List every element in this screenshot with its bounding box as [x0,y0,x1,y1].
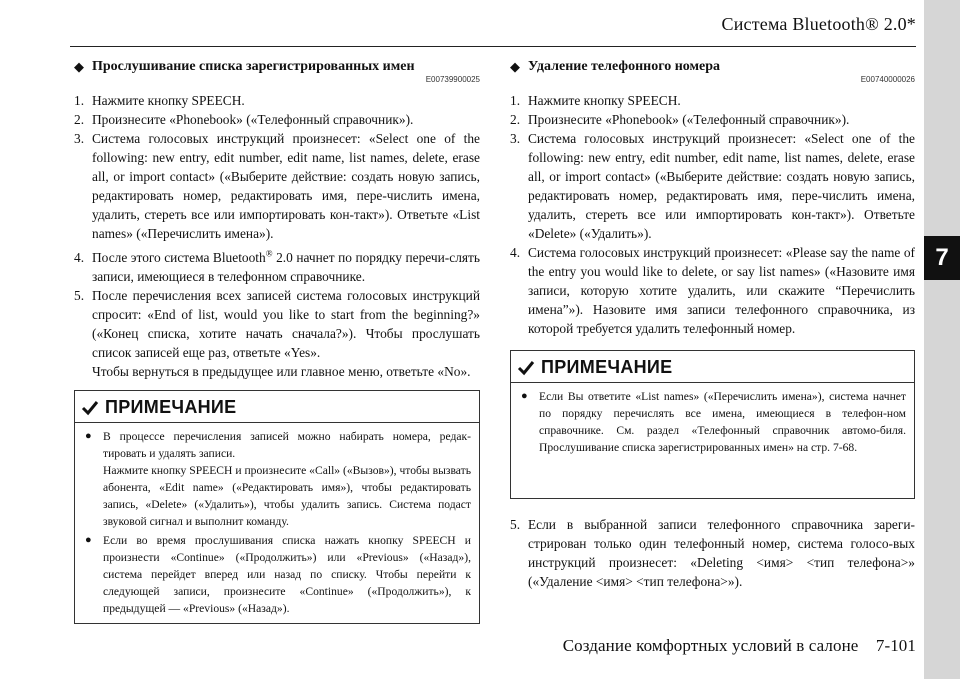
checkmark-icon [81,400,99,416]
step-list [510,91,915,338]
step-continuation: Чтобы вернуться в предыдущее или главное меню, ответьте «No». [92,364,471,379]
note-header [75,391,479,423]
step-number: 4. [74,250,85,265]
step-text-part: После этого система Bluetooth [92,250,266,265]
step-text: Система голосовых инструкций произнесет: «Select one of the following: new entry, edit number, edit name, list names, delete, erase all, or import contact» («Выберите действие: создать новую запись, редактировать номер, редактировать имя, пере-числить имена, удалить, стереть все или импортировать кон-такт»). Ответьте «Delete» («Удалить»). [528,131,915,241]
step-text: После перечисления всех записей система голосовых инструкций спросит: «End of list, would you like to start from the beginning?» («Конец списка, хотите начать сначала?»). Чтобы прослушать список записей еще раз, ответьте «Yes». [92,288,480,360]
section-code: E00740000026 [860,75,915,84]
section-heading [74,58,480,76]
step-number: 1. [74,93,85,108]
step-item [74,91,480,110]
step-number: 5. [510,517,521,532]
step-item [74,248,480,286]
note-bullet-text: Если Вы ответите «List names» («Перечислить имена»), система начнет по порядку перечислять все имена, имеющиеся в телефон-ном справочнике. См. раздел «Телефонный справочник автомо-биля. Прослушивание списка зарегистрированных имен» на стр. 7-68. [539,390,906,454]
note-title: ПРИМЕЧАНИЕ [541,357,673,377]
step-item [510,515,915,591]
note-line: Если во время прослушивания списка нажать кнопку SPEECH и произнести «Continue» («Продолжить») или «Previous» («Назад»), система перейдет вперед или назад по списку. Чтобы перейти к следующей записи, произнесите «Continue» («Продолжить»), к предыдущей — «Previous» («Назад»). [103,534,471,615]
checkmark-icon [517,360,535,376]
chapter-tab: 7 [924,236,960,280]
note-body [75,423,479,623]
step-number: 2. [74,112,85,127]
note-header [511,351,914,383]
step-number: 2. [510,112,521,127]
diamond-icon: ◆ [510,59,520,74]
step-text: Нажмите кнопку SPEECH. [92,93,245,108]
note-bullet-text [103,428,471,530]
right-column [510,58,915,591]
step-item [510,129,915,243]
step-item [74,129,480,243]
step-number: 5. [74,288,85,303]
note-title: ПРИМЕЧАНИЕ [105,397,237,417]
step-item [510,91,915,110]
section-code: E00739900025 [425,75,480,84]
step-number: 3. [74,131,85,146]
note-body [511,383,914,498]
step-number: 3. [510,131,521,146]
step-list [74,91,480,362]
note-box [510,350,915,499]
page-header-title: Система Bluetooth® 2.0* [721,14,916,34]
left-column [74,58,480,624]
side-bar [924,0,960,679]
note-line: В процессе перечисления записей можно набирать номера, редак-тировать и удалять записи. [103,430,471,460]
bullet-icon: ● [521,390,528,402]
bullet-icon: ● [85,430,92,442]
section-heading-text: Прослушивание списка зарегистрированных имен [92,59,415,74]
step-text: Нажмите кнопку SPEECH. [528,93,681,108]
step-text: Система голосовых инструкций произнесет: «Select one of the following: new entry, edit number, edit name, list names, delete, erase all, or import contact» («Выберите действие: создать новую запись, редактировать номер, редактировать имя, пере-числить имена, удалить, стереть все или импортировать кон-такт»). Ответьте «List names» («Перечислить имена»). [92,131,480,241]
registered-mark: ® [265,248,273,259]
step-text [92,248,480,286]
step-text: Система голосовых инструкций произнесет: «Please say the name of the entry you would like to delete, or say list names» («Назовите имя записи, которую хотите удалить, или скажите “Перечислить имена”»). Назовите имя записи телефонного справочника, из которой требуется удалить телефонный номер. [528,245,915,336]
step-item [510,110,915,129]
page-footer: Создание комфортных условий в салоне 7-101 [562,636,916,655]
step-item [74,110,480,129]
note-bullet-text [103,532,471,617]
header-rule [70,46,916,47]
step-number: 1. [510,93,521,108]
step-text-part: 2.0 начнет по порядку перечи-слять записи, имеющиеся в телефонном справочнике. [92,250,480,284]
step-text: Произнесите «Phonebook» («Телефонный справочник»). [528,112,850,127]
step-item [510,243,915,338]
diamond-icon: ◆ [74,59,84,74]
step-text: Если в выбранной записи телефонного справочника зареги-стрирован только один телефонный номер, система голосо-вых инструкций произнесет: «Deleting <имя> <тип телефона>» («Удаление <имя> <тип телефона>»). [528,517,915,589]
note-bullet [83,428,471,530]
note-bullet [519,388,906,456]
step-item [74,286,480,362]
step-number: 4. [510,245,521,260]
step-text: Произнесите «Phonebook» («Телефонный справочник»). [92,112,414,127]
section-heading [510,58,915,76]
note-line: Нажмите кнопку SPEECH и произнесите «Call» («Вызов»), чтобы вызвать абонента, «Edit name» («Редактировать имя»), чтобы редактировать запись, «Delete» («Удалить»), чтобы удалить запись. Система подаст звуковой сигнал и выполнит команду. [103,464,471,528]
bullet-icon: ● [85,534,92,546]
section-heading-text: Удаление телефонного номера [528,59,721,74]
note-bullet [83,532,471,617]
note-box [74,390,480,624]
step-list [510,515,915,591]
